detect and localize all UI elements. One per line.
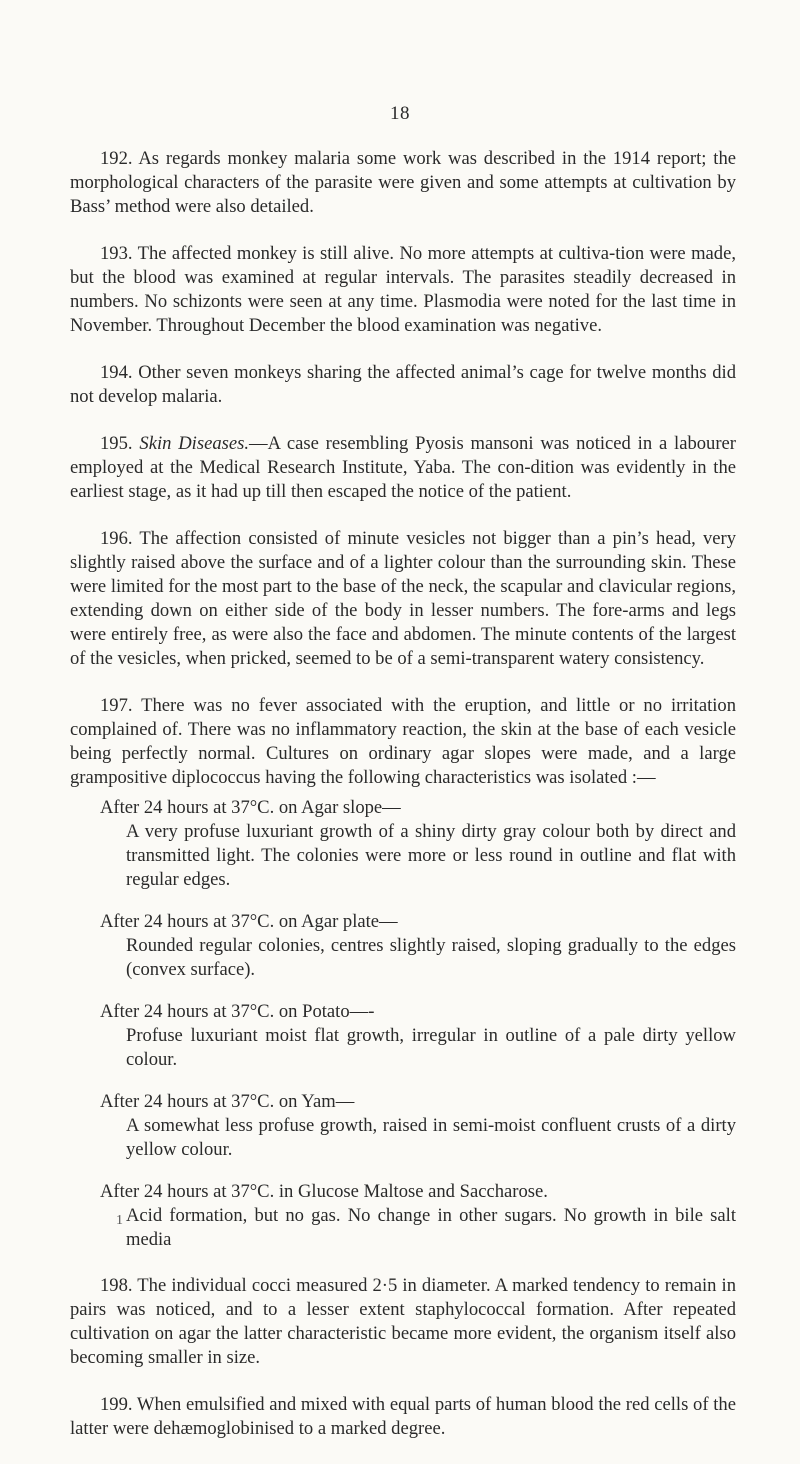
footer-mark: 1: [116, 1213, 123, 1228]
culture-heading: After 24 hours at 37°C. on Potato—-: [100, 1001, 375, 1022]
culture-description: A somewhat less profuse growth, raised in semi-moist confluent crusts of a dirty yellow colour.: [126, 1115, 736, 1160]
culture-agar-plate: [70, 910, 736, 982]
culture-description: Rounded regular colonies, centres slightly raised, sloping gradually to the edges (convex surface).: [126, 935, 736, 980]
culture-heading: After 24 hours at 37°C. on Agar slope—: [100, 797, 401, 818]
culture-description: Acid formation, but no gas. No change in other sugars. No growth in bile salt media: [126, 1205, 736, 1250]
culture-yam: [70, 1090, 736, 1162]
section-title-skin-diseases: Skin Diseases.: [139, 433, 249, 454]
culture-potato: [70, 1000, 736, 1072]
page-body: [70, 147, 736, 1464]
page-number: 18: [390, 103, 410, 124]
culture-description: Profuse luxuriant moist flat growth, irregular in outline of a pale dirty yellow colour.: [126, 1025, 736, 1070]
culture-agar-slope: [70, 796, 736, 892]
paragraph-195: [70, 432, 736, 504]
culture-sugars: [70, 1180, 736, 1252]
paragraph-198: 198. The individual cocci measured 2·5 in diameter. A marked tendency to remain in pairs was noticed, and to a lesser extent staphylococcal formation. After repeated cultivation on agar the latter characteristic became more evident, the organism itself also becoming smaller in size.: [70, 1275, 736, 1368]
paragraph-195-body: —A case resembling Pyosis mansoni was noticed in a labourer employed at the Medical Research Institute, Yaba. The con-dition was evidently in the earliest stage, as it had up till then escaped the notice of the patient.: [70, 433, 736, 502]
paragraph-193: 193. The affected monkey is still alive. No more attempts at cultiva-tion were made, but the blood was examined at regular intervals. The parasites steadily decreased in numbers. No schizonts were seen at any time. Plasmodia were noted for the last time in November. Throughout December the blood examination was negative.: [70, 243, 736, 336]
culture-heading: After 24 hours at 37°C. on Agar plate—: [100, 911, 398, 932]
paragraph-199: 199. When emulsified and mixed with equal parts of human blood the red cells of the latter were dehæmoglobinised to a marked degree.: [70, 1394, 736, 1439]
culture-heading: After 24 hours at 37°C. in Glucose Maltose and Saccharose.: [100, 1181, 548, 1202]
culture-description: A very profuse luxuriant growth of a shiny dirty gray colour both by direct and transmitted light. The colonies were more or less round in outline and flat with regular edges.: [126, 821, 736, 890]
paragraph-196: 196. The affection consisted of minute vesicles not bigger than a pin’s head, very slightly raised above the surface and of a lighter colour than the surrounding skin. These were limited for the most part to the base of the neck, the scapular and clavicular regions, extending down on either side of the body in lesser numbers. The fore-arms and legs were entirely free, as were also the face and abdomen. The minute contents of the largest of the vesicles, when pricked, seemed to be of a semi-transparent watery consistency.: [70, 528, 736, 669]
paragraph-195-number: 195.: [100, 433, 133, 454]
paragraph-194: 194. Other seven monkeys sharing the affected animal’s cage for twelve months did not develop malaria.: [70, 362, 736, 407]
paragraph-192: 192. As regards monkey malaria some work was described in the 1914 report; the morphological characters of the parasite were given and some attempts at cultivation by Bass’ method were also detailed.: [70, 148, 736, 217]
paragraph-197: 197. There was no fever associated with the eruption, and little or no irritation complained of. There was no inflammatory reaction, the skin at the base of each vesicle being perfectly normal. Cultures on ordinary agar slopes were made, and a large grampositive diplococcus having the following characteristics was isolated :—: [70, 695, 736, 788]
culture-heading: After 24 hours at 37°C. on Yam—: [100, 1091, 355, 1112]
